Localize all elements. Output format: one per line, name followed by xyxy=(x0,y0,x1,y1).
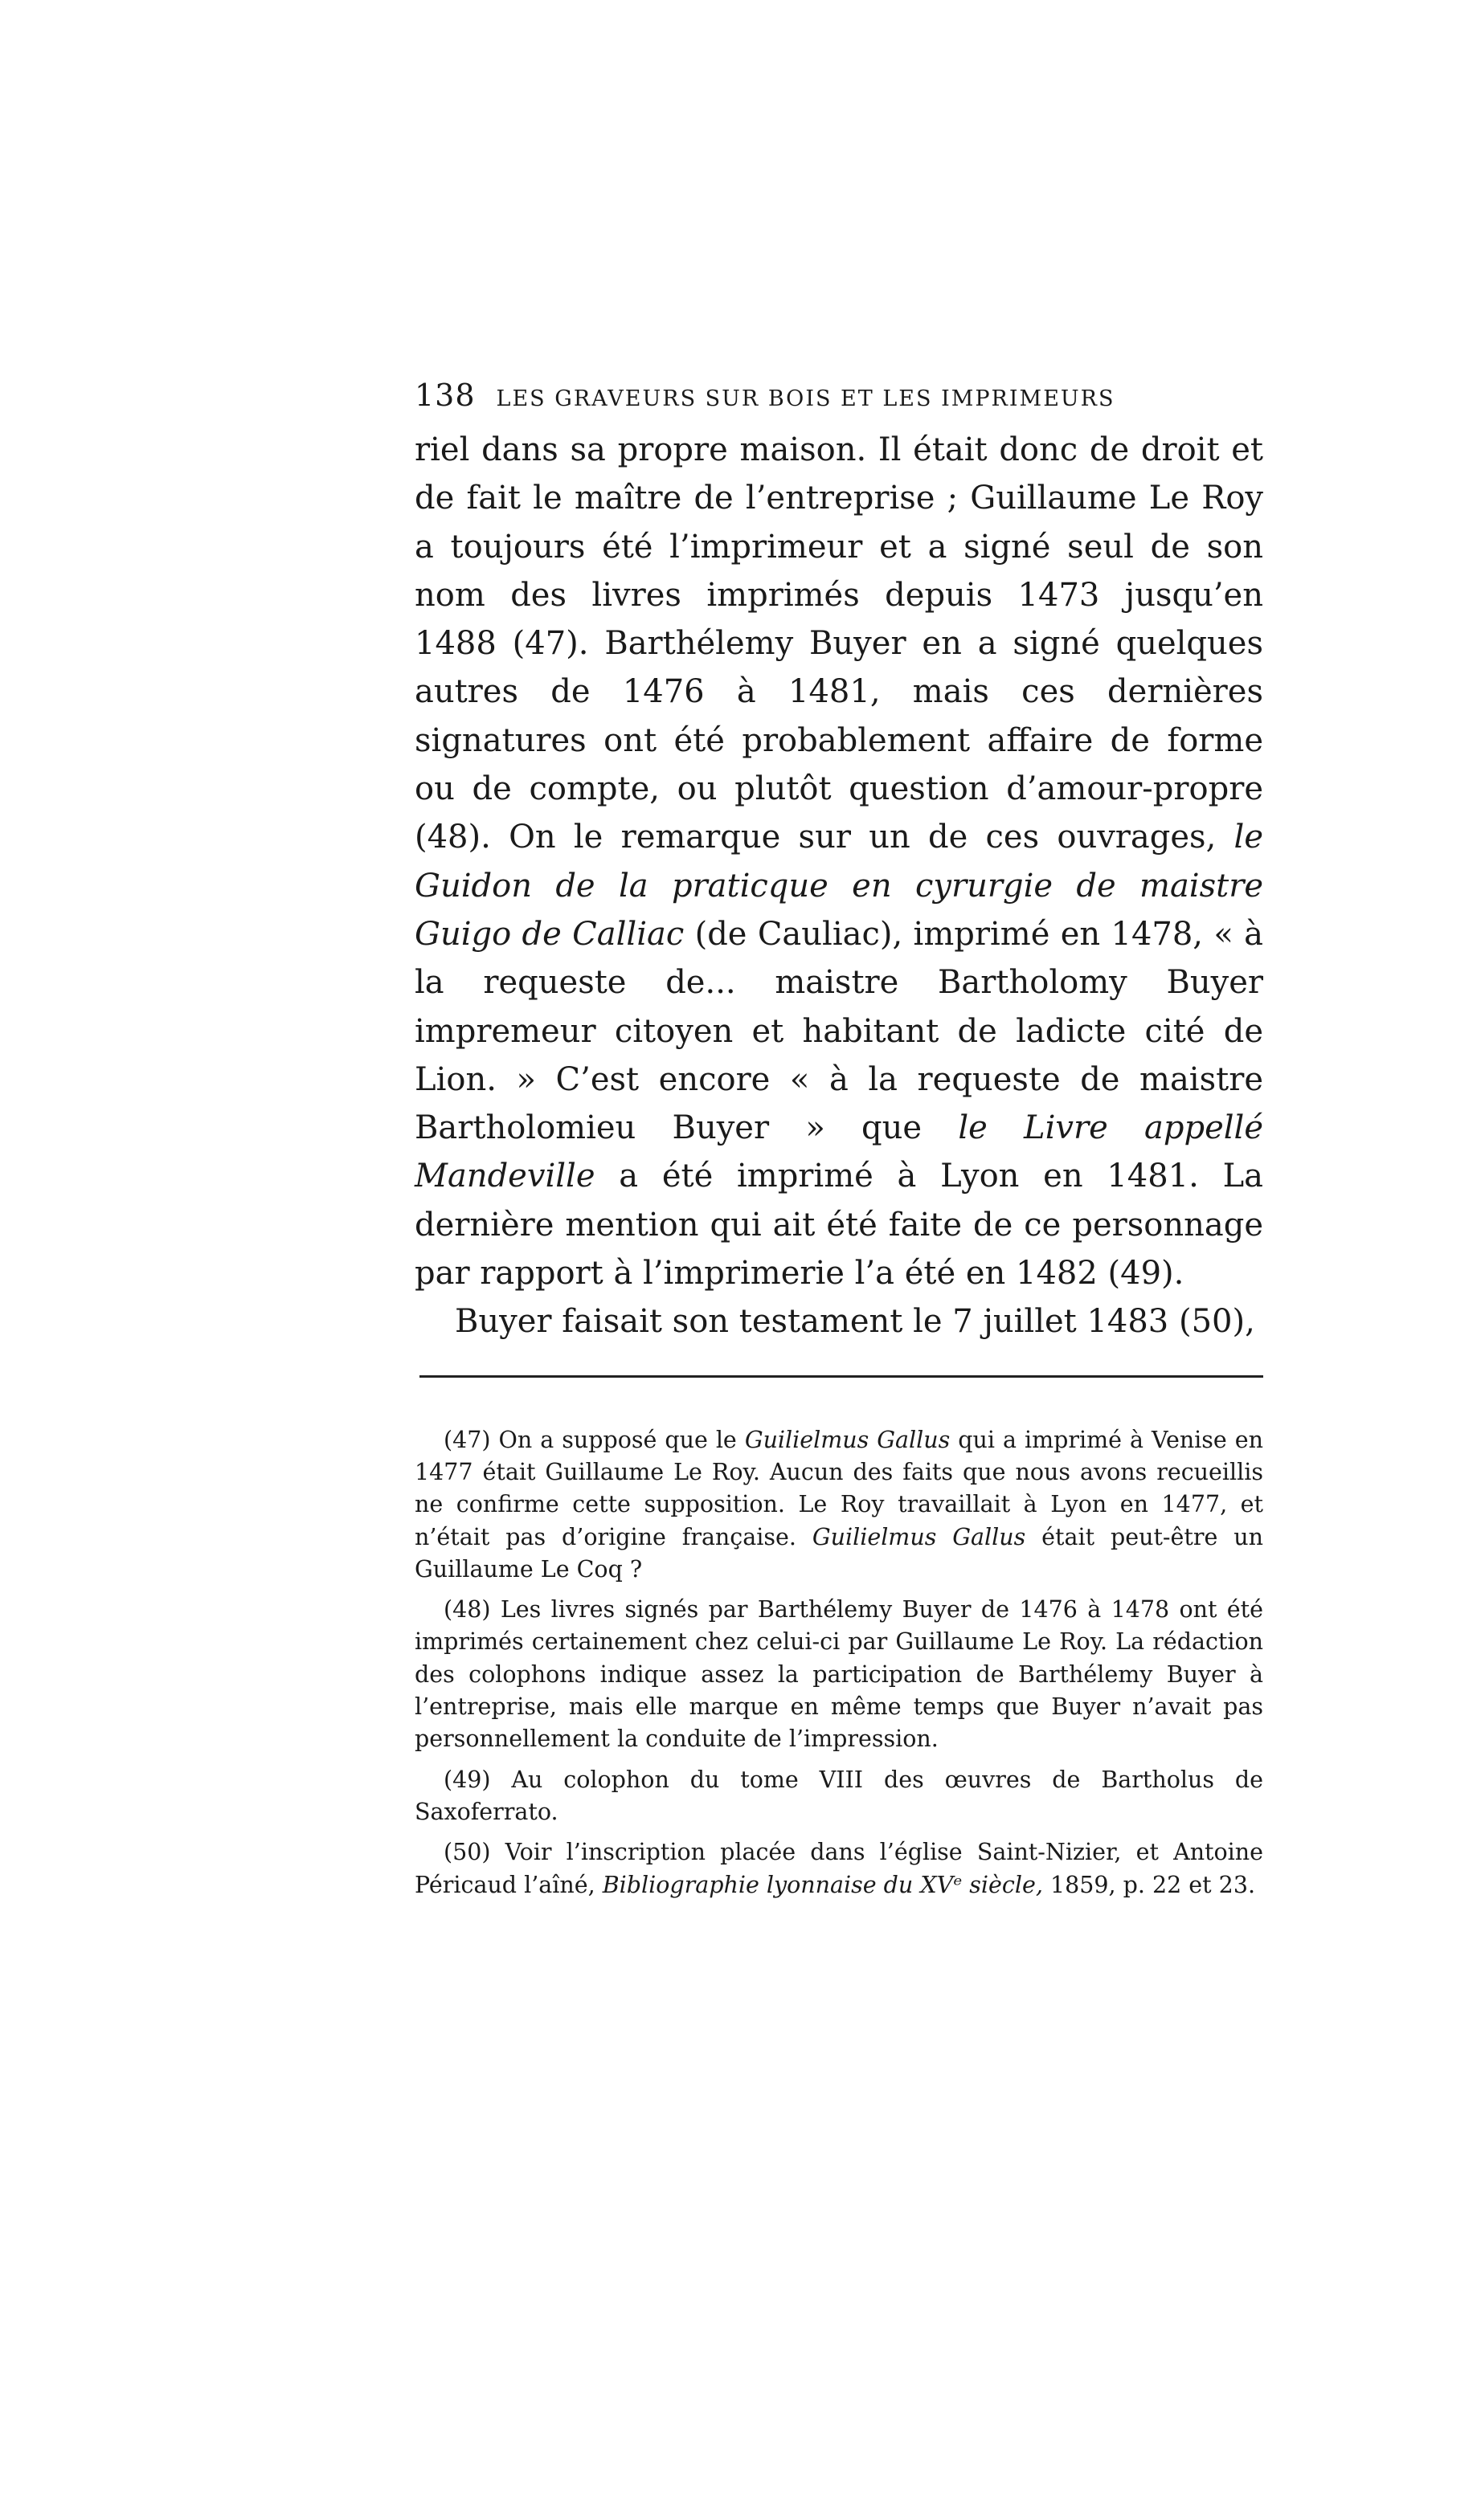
italic-name: Guilielmus Gallus xyxy=(812,1523,1026,1550)
running-title: LES GRAVEURS SUR BOIS ET LES IMPRIMEURS xyxy=(496,386,1115,411)
paragraph-2: Buyer faisait son testament le 7 juillet 1483 (50), xyxy=(455,1303,1255,1341)
text-run: a été imprimé à Lyon en 1481. La dernière mention qui ait été faite de ce personnage par rapport à l’imprimerie l’a été en 1482 (49). xyxy=(415,1158,1263,1293)
running-head xyxy=(415,378,1263,426)
text-run: (50) Voir l’inscription placée dans l’église Saint-Nizier, et Antoine Péricaud l’aîné, xyxy=(415,1839,1263,1898)
footnote-49: (49) Au colophon du tome VIII des œuvres de Bartholus de Saxoferrato. xyxy=(415,1766,1263,1825)
page-number: 138 xyxy=(415,378,476,413)
text-run: riel dans sa propre maison. Il était donc de droit et de fait le maître de l’entreprise ; Guillaume Le Roy a toujours été l’imprimeur et a signé seul de son nom des livres imprimés depuis 1473 jusqu’en 1488 (47). Barthélemy Buyer en a signé quelques autres de 1476 à 1481, mais ces dernières signatures ont été probablement affaire de forme ou de compte, ou plutôt question d’amour-propre (48). On le remarque sur un de ces ouvrages, xyxy=(415,431,1263,856)
text-run: 1859, p. 22 et 23. xyxy=(1042,1871,1256,1898)
text-run: était peut-être un Guillaume Le Coq ? xyxy=(415,1523,1264,1583)
italic-name: Guilielmus Gallus xyxy=(744,1426,951,1453)
footnote-47 xyxy=(415,1424,1263,1586)
paragraph-1 xyxy=(415,426,1263,1297)
main-text xyxy=(415,426,1263,1346)
footnote-48: (48) Les livres signés par Barthélemy Buyer de 1476 à 1478 ont été imprimés certainement chez celui-ci par Guillaume Le Roy. La rédaction des colophons indique assez la participation de Barthélemy Buyer à l’entreprise, mais elle marque en même temps que Buyer n’avait pas personnellement la conduite de l’impression. xyxy=(415,1596,1263,1753)
italic-title: Bibliographie lyonnaise du XVᵉ siècle, xyxy=(602,1871,1043,1898)
footnote-50 xyxy=(415,1836,1263,1901)
footnotes xyxy=(415,1424,1263,1901)
footnote-separator xyxy=(419,1375,1263,1378)
italic-title-guidon: le Guidon de la praticque en cyrurgie de maistre Guigo de Calliac xyxy=(415,819,1263,953)
book-page xyxy=(415,378,1263,1909)
text-run: qui a imprimé à Venise en 1477 était Guillaume Le Roy. Aucun des faits que nous avons recueillis ne confirme cette supposition. Le Roy travaillait à Lyon en 1477, et n’était pas d’origine française. xyxy=(415,1426,1264,1550)
text-run: (de Cauliac), imprimé en 1478, « à la requeste de... maistre Bartholomy Buyer impremeur citoyen et habitant de ladicte cité de Lion. » C’est encore « à la requeste de maistre Bartholomieu Buyer » que xyxy=(415,915,1264,1147)
text-run: (47) On a supposé que le xyxy=(444,1426,745,1453)
italic-title-mandeville: le Livre appellé Mandeville xyxy=(415,1109,1263,1195)
